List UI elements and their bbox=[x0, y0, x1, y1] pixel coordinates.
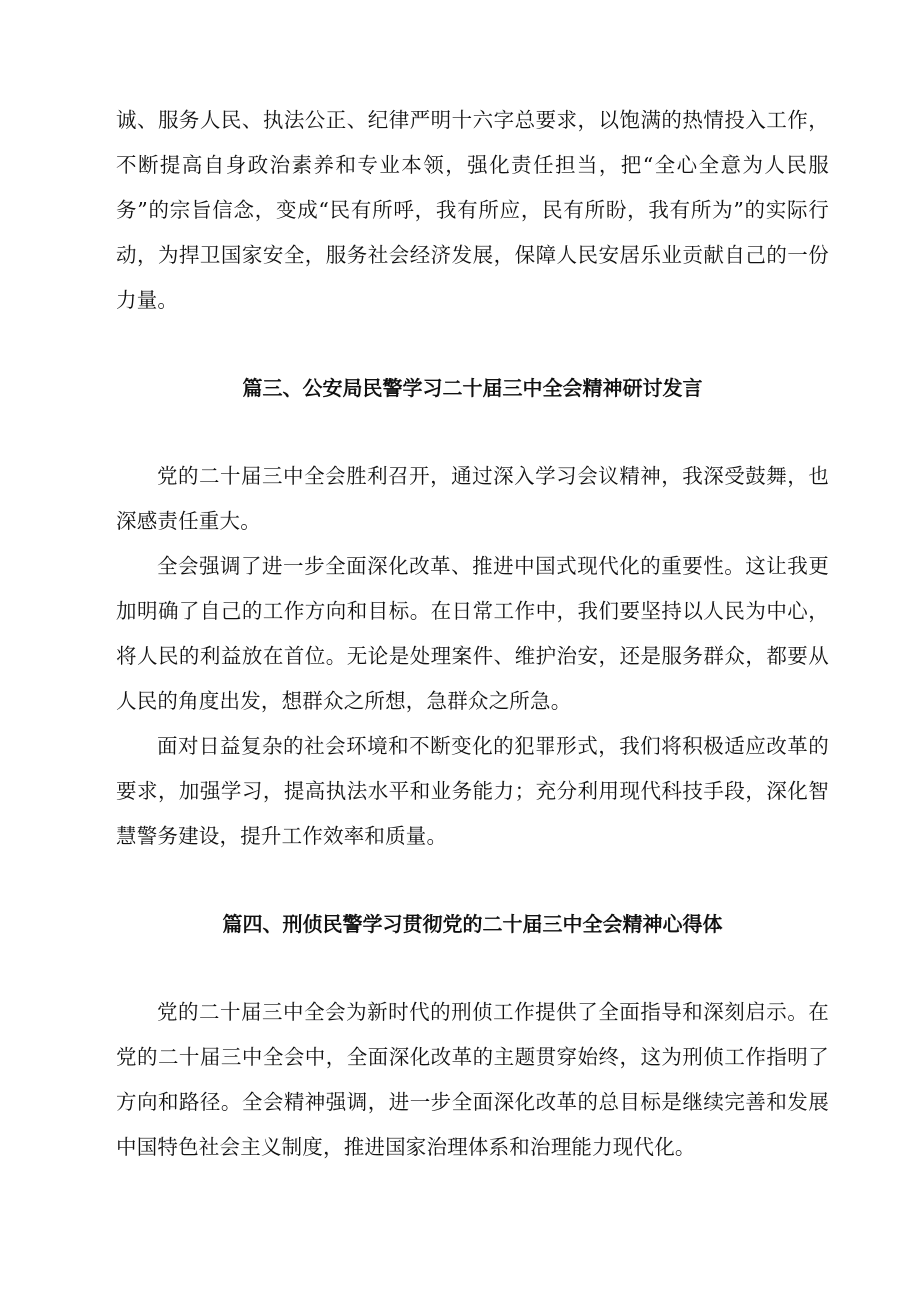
section-heading-4: 篇四、刑侦民警学习贯彻党的二十届三中全会精神心得体 bbox=[222, 912, 723, 936]
document-body bbox=[116, 98, 829, 1170]
section-4-paragraph-1: 党的二十届三中全会为新时代的刑侦工作提供了全面指导和深刻启示。在党的二十届三中全会中，全面深化改革的主题贯穿始终，这为刑侦工作指明了方向和路径。全会精神强调，进一步全面深化改革的总目标是继续完善和发展中国特色社会主义制度，推进国家治理体系和治理能力现代化。 bbox=[116, 1000, 829, 1159]
section-3-paragraph-3: 面对日益复杂的社会环境和不断变化的犯罪形式，我们将积极适应改革的要求，加强学习，提高执法水平和业务能力；充分利用现代科技手段，深化智慧警务建设，提升工作效率和质量。 bbox=[116, 734, 829, 848]
section-3-paragraph-1: 党的二十届三中全会胜利召开，通过深入学习会议精神，我深受鼓舞，也深感责任重大。 bbox=[116, 464, 829, 533]
section-heading-3: 篇三、公安局民警学习二十届三中全会精神研讨发言 bbox=[242, 376, 703, 400]
section-3-paragraph-2: 全会强调了进一步全面深化改革、推进中国式现代化的重要性。这让我更加明确了自己的工作方向和目标。在日常工作中，我们要坚持以人民为中心，将人民的利益放在首位。无论是处理案件、维护治安，还是服务群众，都要从人民的角度出发，想群众之所想，急群众之所急。 bbox=[116, 554, 829, 713]
continued-paragraph: 诚、服务人民、执法公正、纪律严明十六字总要求，以饱满的热情投入工作，不断提高自身政治素养和专业本领，强化责任担当，把“全心全意为人民服务”的宗旨信念，变成“民有所呼，我有所应，民有所盼，我有所为”的实际行动，为捍卫国家安全，服务社会经济发展，保障人民安居乐业贡献自己的一份力量。 bbox=[116, 108, 829, 312]
